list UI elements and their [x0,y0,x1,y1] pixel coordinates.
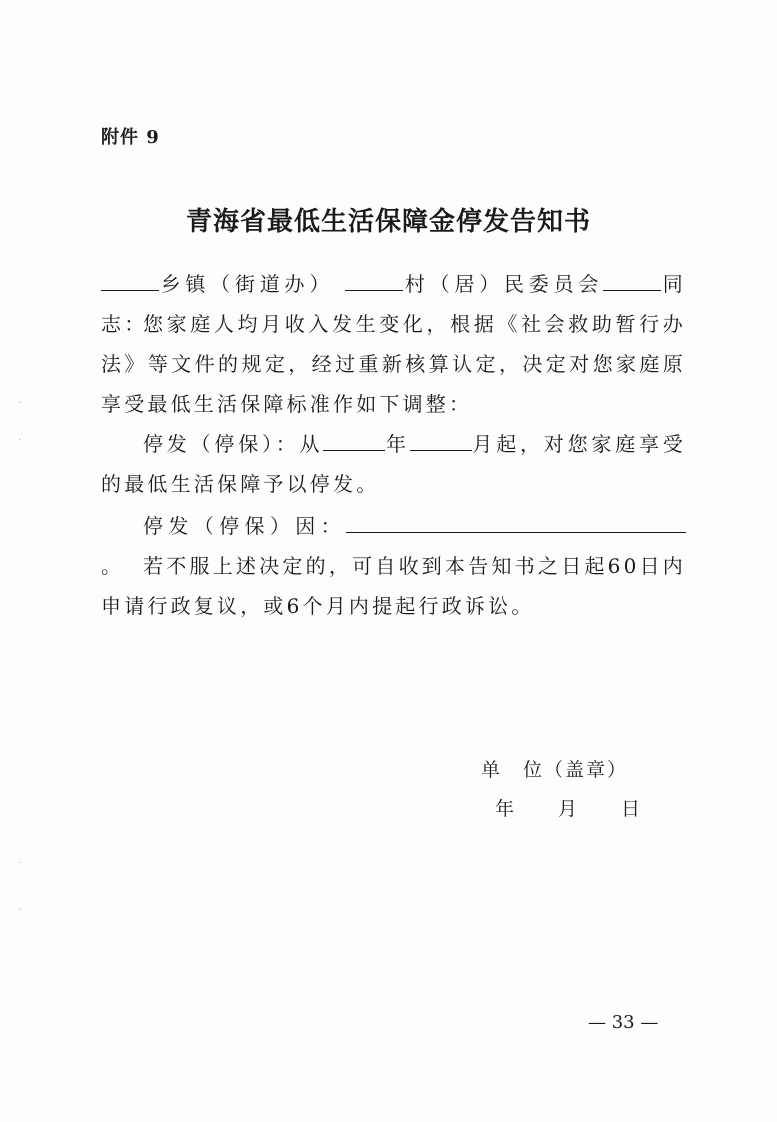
attachment-label: 附件 9 [101,127,160,148]
p2-rest: 月起，对您家庭享受的最低生活保障予以停发。 [101,432,686,496]
name-blank [603,268,661,291]
signature-unit: 单 位（盖章） [481,759,629,781]
page-title: 青海省最低生活保障金停发告知书 [185,207,591,237]
year-blank [323,428,385,451]
address-part1: 乡镇（街道办） [159,272,335,296]
scan-mark: · [18,858,22,869]
scan-mark: · [18,435,22,446]
p3-suffix: 。 [101,554,125,578]
address-part2: 村（居）民委员会 [403,272,604,296]
scan-mark: · [18,905,22,916]
signature-date: 年 月 日 [495,798,643,820]
paragraph-1: 您家庭人均月收入发生变化，根据《社会救助暂行办法》等文件的规定，经过重新核算认定，决定对您家庭原享受最低生活保障标准作如下调整： [101,312,686,416]
scan-mark: · [18,398,22,409]
township-blank [101,268,159,291]
paragraph-4: 若不服上述决定的，可自收到本告知书之日起60日内申请行政复议，或6个月内提起行政诉讼。 [101,554,686,618]
reason-blank [346,510,686,533]
p3-prefix: 停发（停保）因： [143,514,346,538]
paragraph-2 [101,424,686,504]
p2-year: 年 [385,432,410,456]
page-number: — 33 — [588,1012,659,1033]
month-blank [410,428,472,451]
p2-prefix: 停发（停保）：从 [143,432,324,456]
village-blank [345,268,403,291]
address-part3: 同志： [101,272,686,336]
